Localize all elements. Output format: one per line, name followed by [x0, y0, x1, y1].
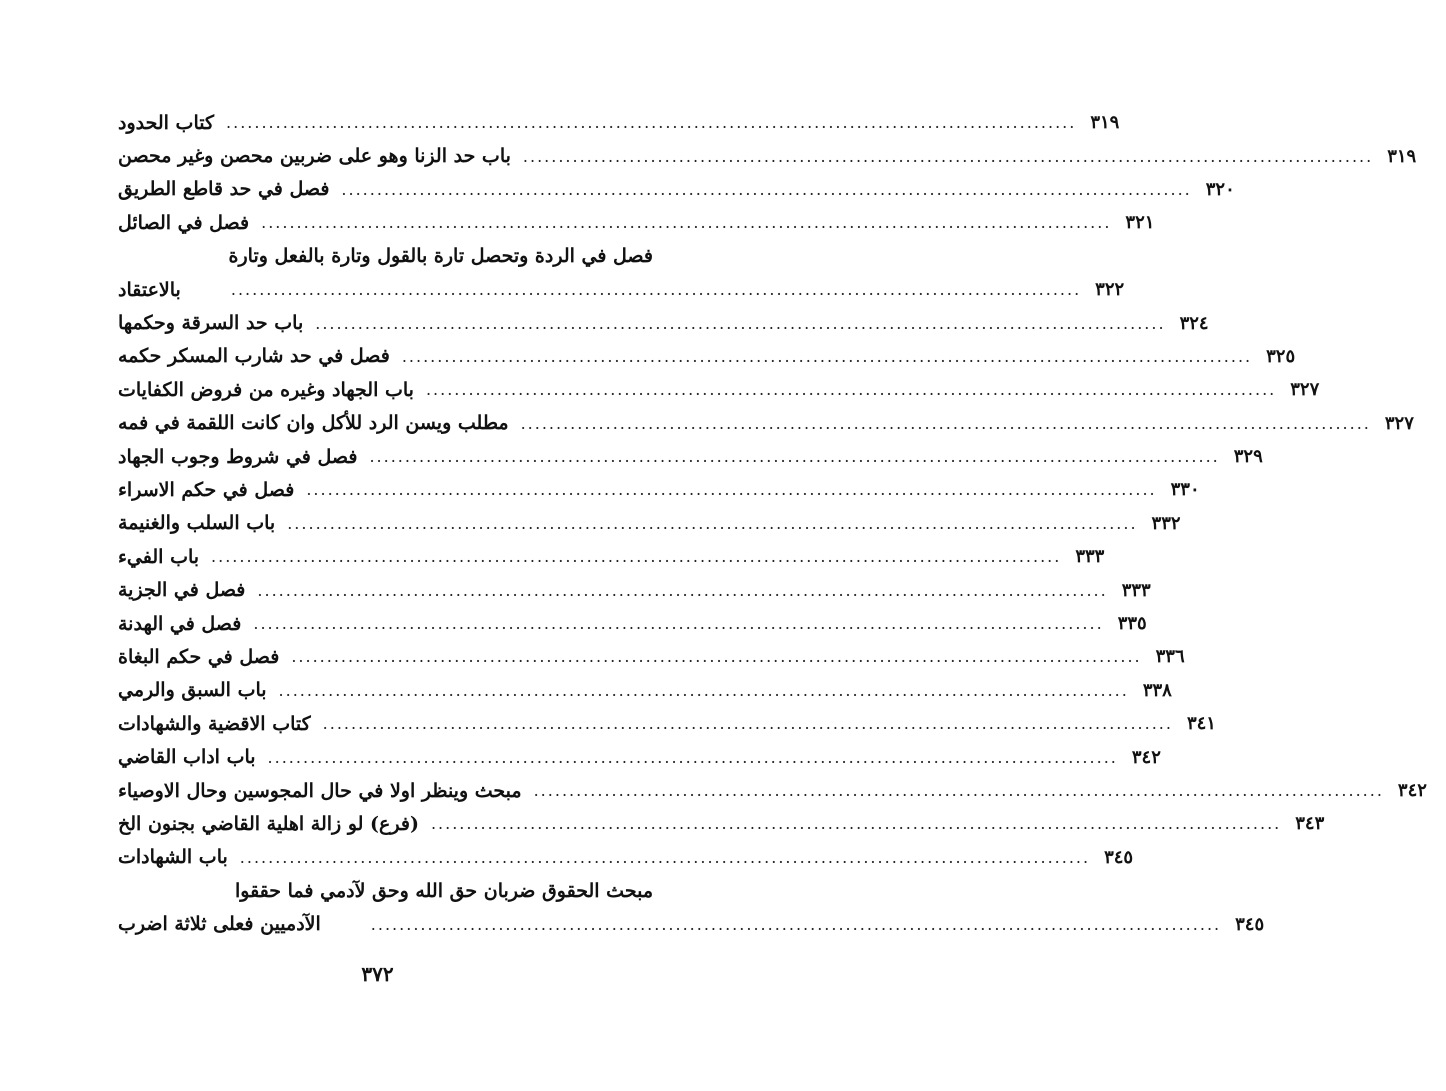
dot-leader: ........................................................................................................................ — [306, 480, 1157, 500]
toc-entry-page: ٣١٩ — [1090, 112, 1120, 134]
dot-leader: ........................................................................................................................ — [425, 380, 1277, 400]
toc-entry-page: ٣٤٣ — [1295, 813, 1325, 835]
toc-entry-page: ٣٢١ — [1125, 212, 1155, 234]
toc-entry — [118, 139, 1417, 172]
toc-entry — [118, 273, 1125, 306]
dot-leader: ........................................................................................................................ — [278, 680, 1129, 700]
toc-entry — [118, 306, 1209, 339]
dot-leader: ........................................................................................................................ — [370, 914, 1222, 934]
toc-entry — [118, 841, 1134, 874]
page-number: ٣٧٢ — [361, 962, 394, 986]
toc-entry-page: ٣٣٥ — [1117, 613, 1147, 635]
toc-entry-title: كتاب الاقضية والشهادات — [118, 712, 311, 735]
dot-leader: ........................................................................................................................ — [211, 547, 1062, 567]
dot-leader: ........................................................................................................................ — [287, 513, 1138, 533]
toc-entry-title: الآدميين فعلى ثلاثة اضرب — [118, 913, 321, 936]
toc-entry — [118, 707, 1216, 740]
toc-entry-title: فصل في الهدنة — [118, 612, 242, 635]
toc-entry-page: ٣٢٤ — [1179, 312, 1209, 334]
toc-entry-page: ٣٢٥ — [1266, 345, 1296, 367]
toc-entry-title: فصل في حكم الاسراء — [118, 478, 295, 501]
toc-entry-title: فصل في الردة وتحصل تارة بالقول وتارة بالفعل وتارة — [228, 245, 653, 268]
toc-entry-page: ٣٢٢ — [1095, 279, 1125, 301]
toc-entry-title: فصل في شروط وجوب الجهاد — [118, 445, 358, 468]
toc-entry-title: باب حد السرقة وحكمها — [118, 312, 304, 335]
toc-entry-page: ٣٢٩ — [1233, 446, 1263, 468]
dot-leader: ........................................................................................................................ — [257, 580, 1108, 600]
dot-leader: ........................................................................................................................ — [253, 614, 1104, 634]
table-of-contents — [118, 106, 1427, 941]
toc-entry-title: مبحث وينظر اولا في حال المجوسين وحال الاوصياء — [118, 779, 522, 802]
dot-leader: ........................................................................................................................ — [239, 847, 1091, 867]
toc-entry-page: ٣٢٧ — [1290, 379, 1320, 401]
toc-entry-title: باب اداب القاضي — [118, 746, 256, 769]
toc-entry — [118, 240, 653, 273]
toc-entry-title: فصل في الجزية — [118, 579, 246, 602]
toc-entry — [118, 573, 1151, 606]
dot-leader: ........................................................................................................................ — [261, 213, 1112, 233]
toc-entry-page: ٣٤١ — [1186, 713, 1216, 735]
toc-entry-title: فصل في حكم البغاة — [118, 645, 280, 668]
dot-leader: ........................................................................................................................ — [230, 280, 1082, 300]
toc-entry-title: مطلب ويسن الرد للأكل وان كانت اللقمة في فمه — [118, 412, 509, 435]
toc-entry-page: ٣٣٣ — [1121, 579, 1151, 601]
toc-entry-page: ٣٤٢ — [1131, 746, 1161, 768]
dot-leader: ........................................................................................................................ — [533, 781, 1384, 800]
toc-entry-title: فصل في حد شارب المسكر حكمه — [118, 345, 390, 368]
toc-entry-page: ٣٣٢ — [1151, 512, 1181, 534]
dot-leader: ........................................................................................................................ — [430, 814, 1282, 834]
dot-leader: ........................................................................................................................ — [226, 113, 1077, 133]
toc-entry — [118, 106, 1120, 139]
toc-entry — [118, 740, 1161, 773]
toc-entry — [118, 807, 1325, 840]
dot-leader: ........................................................................................................................ — [522, 146, 1374, 166]
toc-entry — [118, 507, 1181, 540]
toc-entry — [118, 407, 1414, 440]
toc-entry-title: فصل في حد قاطع الطريق — [118, 178, 330, 201]
toc-entry-page: ٣٣٨ — [1142, 679, 1172, 701]
toc-entry-title: باب الشهادات — [118, 846, 228, 869]
toc-entry-title: كتاب الحدود — [118, 111, 215, 134]
toc-entry-page: ٣٣٦ — [1155, 646, 1185, 668]
dot-leader: ........................................................................................................................ — [291, 647, 1142, 667]
toc-entry — [118, 640, 1185, 673]
toc-entry-title: باب الفيء — [118, 545, 200, 568]
toc-entry-title: باب السلب والغنيمة — [118, 512, 276, 535]
dot-leader: ........................................................................................................................ — [267, 747, 1118, 767]
toc-entry-page: ٣١٩ — [1387, 145, 1417, 167]
dot-leader: ........................................................................................................................ — [341, 179, 1192, 199]
toc-entry-title: (فرع) لو زالة اهلية القاضي بجنون الخ — [118, 812, 419, 835]
toc-entry — [118, 340, 1296, 373]
toc-entry-title: باب السبق والرمي — [118, 679, 267, 702]
dot-leader: ........................................................................................................................ — [520, 413, 1371, 433]
dot-leader: ........................................................................................................................ — [369, 447, 1220, 467]
toc-entry — [118, 373, 1320, 406]
toc-entry — [118, 473, 1200, 506]
toc-entry-title: فصل في الصائل — [118, 211, 250, 234]
toc-entry — [118, 540, 1105, 573]
toc-entry — [118, 774, 1427, 807]
toc-entry — [118, 173, 1235, 206]
toc-entry-page: ٣٣٣ — [1075, 546, 1105, 568]
toc-entry — [118, 907, 1265, 940]
toc-entry-title: باب حد الزنا وهو على ضربين محصن وغير محصن — [118, 145, 511, 168]
dot-leader: ........................................................................................................................ — [401, 346, 1253, 366]
toc-entry-page: ٣٤٥ — [1104, 846, 1134, 868]
toc-entry-title: مبحث الحقوق ضربان حق الله وحق لآدمي فما حققوا — [234, 879, 653, 902]
dot-leader: ........................................................................................................................ — [315, 313, 1166, 333]
toc-entry — [118, 874, 653, 907]
toc-entry — [118, 674, 1172, 707]
toc-entry-title: باب الجهاد وغيره من فروض الكفايات — [118, 378, 414, 401]
toc-entry-page: ٣٤٥ — [1235, 913, 1265, 935]
toc-entry — [118, 206, 1155, 239]
toc-entry-page: ٣٢٠ — [1205, 178, 1235, 200]
toc-entry-page: ٣٣٠ — [1170, 479, 1200, 501]
toc-entry — [118, 607, 1147, 640]
toc-entry — [118, 440, 1263, 473]
toc-entry-page: ٣٤٢ — [1397, 780, 1427, 801]
toc-entry-title: بالاعتقاد — [118, 278, 181, 301]
dot-leader: ........................................................................................................................ — [322, 714, 1173, 734]
toc-entry-page: ٣٢٧ — [1384, 412, 1414, 434]
